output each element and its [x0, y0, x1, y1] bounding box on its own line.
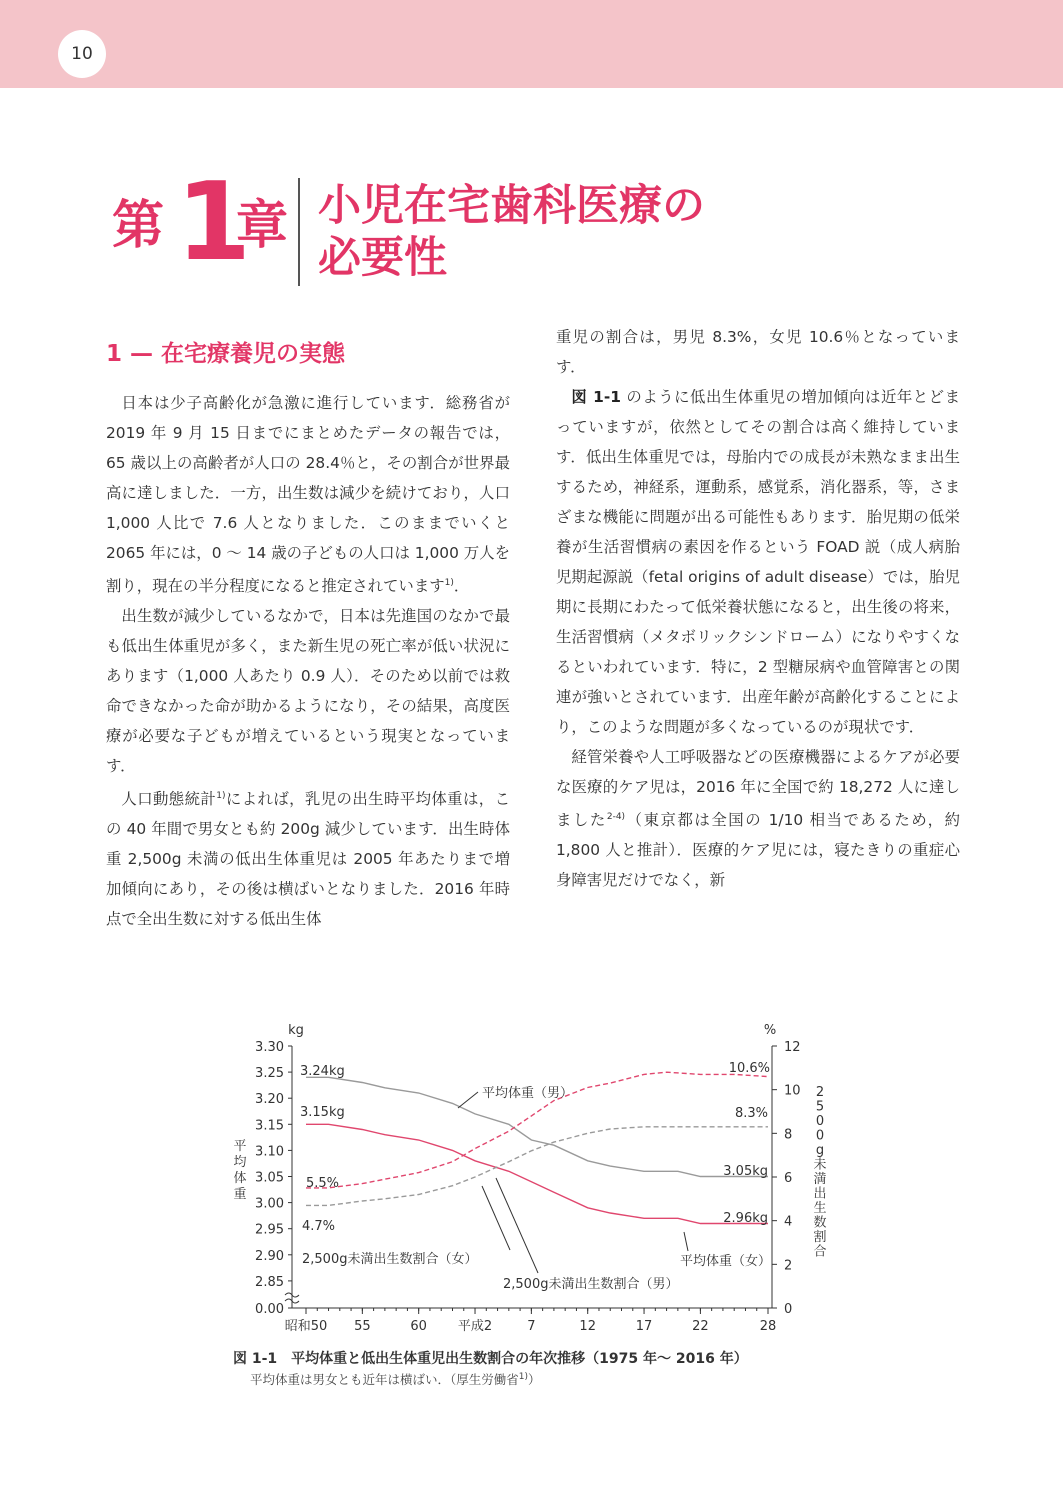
figure-reference: 図 1-1 — [571, 388, 621, 406]
annotation-value: 8.3% — [734, 1106, 768, 1121]
x-tick-label: 17 — [635, 1319, 653, 1334]
right-tick-label: 4 — [784, 1214, 793, 1230]
left-tick-label: 2.85 — [255, 1274, 284, 1290]
left-tick-label: 3.20 — [255, 1092, 284, 1108]
right-axis-label-char: 生 — [813, 1201, 827, 1216]
right-axis-unit: % — [763, 1023, 777, 1038]
left-axis-label-char: 均 — [233, 1155, 247, 1170]
x-tick-label: 28 — [759, 1319, 777, 1334]
left-axis-label-char: 平 — [233, 1139, 247, 1154]
right-tick-label: 12 — [784, 1040, 801, 1055]
annotation-value: 3.15kg — [300, 1105, 345, 1120]
left-tick-label: 3.10 — [255, 1144, 284, 1160]
annotation-value: 3.24kg — [300, 1064, 345, 1079]
chapter-title-line2: 必要性 — [318, 233, 447, 283]
right-axis-label-char: 0 — [815, 1114, 825, 1129]
x-tick-label: 昭和50 — [284, 1319, 328, 1334]
right-axis-label-char: 合 — [813, 1244, 827, 1260]
left-axis-label-char: 体 — [233, 1171, 247, 1186]
right-axis-label-char: 満 — [813, 1172, 827, 1187]
right-tick-label: 8 — [784, 1127, 793, 1143]
chapter-divider — [298, 178, 300, 286]
annotation-value: 4.7% — [302, 1219, 336, 1234]
right-paragraph-1: 重児の割合は，男児 8.3%，女児 10.6％となっています． — [556, 328, 960, 376]
left-axis-label-char: 重 — [233, 1187, 247, 1202]
right-tick-label: 0 — [784, 1302, 793, 1317]
left-tick-label: 0.00 — [255, 1302, 284, 1317]
series-label-leader — [482, 1186, 510, 1250]
figure-chart — [220, 1018, 840, 1348]
left-tick-label: 2.95 — [255, 1222, 284, 1238]
left-axis-unit: kg — [288, 1023, 304, 1038]
right-axis-label-char: 数 — [813, 1215, 827, 1231]
x-tick-label: 7 — [527, 1319, 536, 1334]
annotation-value: 2.96kg — [723, 1211, 768, 1226]
figure-note: 平均体重は男女とも近年は横ばい．（厚生労働省$^{1)}$） — [250, 1371, 541, 1387]
series-line-3 — [306, 1127, 768, 1206]
right-tick-label: 10 — [784, 1083, 801, 1099]
left-tick-label: 3.00 — [255, 1196, 284, 1212]
right-column — [556, 322, 960, 895]
chapter-prefix: 第 — [112, 196, 165, 256]
right-axis-label-char: 未 — [813, 1157, 827, 1173]
section-heading: 1 — 在宅療養児の実態 — [106, 341, 346, 367]
right-axis-label-char: 2 — [815, 1085, 825, 1100]
series-label: 2,500g未満出生数割合（男） — [503, 1277, 679, 1292]
series-label: 2,500g未満出生数割合（女） — [302, 1252, 478, 1267]
x-tick-label: 60 — [410, 1319, 427, 1334]
left-tick-label: 3.05 — [255, 1170, 284, 1186]
series-label-leader — [684, 1232, 688, 1251]
x-tick-label: 12 — [579, 1319, 596, 1334]
chapter-title — [318, 180, 978, 284]
left-paragraph-2: 出生数が減少しているなかで，日本は先進国のなかで最も低出生体重児が多く，また新生児の死亡率が低い状況にあります（1,000 人あたり 0.9 人）．そのため以前では救命できなかった命が助かるようになり，その結果，高度医療が必要な子どもが増えているという現実となっています． — [106, 607, 510, 776]
right-tick-label: 6 — [784, 1171, 793, 1186]
right-axis-label-char: g — [815, 1143, 825, 1158]
header-band — [0, 0, 1063, 88]
left-tick-label: 2.90 — [255, 1248, 284, 1264]
right-tick-label: 2 — [784, 1258, 793, 1274]
x-tick-label: 平成2 — [457, 1319, 493, 1334]
left-paragraph-1: 日本は少子高齢化が急激に進行しています．総務省が 2019 年 9 月 15 日までにまとめたデータの報告では，65 歳以上の高齢者が人口の 28.4％と，その割合が世界最高に達しました．一方，出生数は減少を続けており，人口 1,000 人比で 7.6 人となりました．このままでいくと 2065 年には，0 ～ 14 歳の子どもの人口は 1,000 万人を割り，現在の半分程度になると推定されています$^{1)}$． — [106, 394, 510, 596]
annotation-value: 3.05kg — [723, 1164, 768, 1179]
annotation-value: 10.6% — [728, 1061, 770, 1076]
right-axis-label-char: 0 — [815, 1128, 825, 1144]
series-label-leader — [496, 1178, 538, 1273]
x-tick-label: 55 — [354, 1319, 371, 1334]
series-label: 平均体重（女） — [680, 1254, 772, 1269]
right-axis-label-char: 5 — [815, 1099, 825, 1115]
series-label-leader — [458, 1092, 478, 1108]
chapter-title-line1: 小児在宅歯科医療の — [318, 181, 705, 231]
figure-caption: 図 1-1 平均体重と低出生体重児出生数割合の年次推移（1975 年～ 2016 年） — [233, 1351, 748, 1367]
series-label: 平均体重（男） — [482, 1086, 574, 1101]
left-paragraph-3: 人口動態統計$^{1)}$によれば，乳児の出生時平均体重は，この 40 年間で男女とも約 200g 減少しています．出生時体重 2,500g 未満の低出生体重児は 2005 年あたりまで増加傾向にあり，その後は横ばいとなりました．2016 年時点で全出生数に対する低出生体 — [106, 790, 510, 929]
left-tick-label: 3.30 — [255, 1040, 284, 1055]
chapter-number: 1 — [176, 160, 252, 285]
chapter-suffix: 章 — [236, 196, 289, 256]
left-tick-label: 3.25 — [255, 1066, 284, 1082]
left-column — [106, 332, 510, 934]
annotation-value: 5.5% — [306, 1176, 340, 1191]
right-axis-label-char: 出 — [813, 1186, 827, 1202]
right-paragraph-3: 経管栄養や人工呼吸器などの医療機器によるケアが必要な医療的ケア児は，2016 年に全国で約 18,272 人に達しました$^{2-4)}$（東京都は全国の 1/10 相当であるため，約 1,800 人と推計）．医療的ケア児には，寝たきりの重症心身障害児だけでなく，新 — [556, 748, 960, 890]
right-axis-label-char: 割 — [813, 1230, 827, 1245]
page-number: 10 — [58, 30, 106, 78]
x-tick-label: 22 — [692, 1319, 709, 1334]
series-line-1 — [306, 1124, 768, 1223]
right-paragraph-2: 図 1-1 のように低出生体重児の増加傾向は近年とどまっていますが，依然としてその割合は高く維持しています．低出生体重児では，母胎内での成長が未熟なまま出生するため，神経系，運動系，感覚系，消化器系，等，さまざまな機能に問題が出る可能性もあります．胎児期の低栄養が生活習慣病の素因を作るという FOAD 説（成人病胎児期起源説（fetal origins of adult disease）では，胎児期に長期にわたって低栄養状態になると，出生後の将来，生活習慣病（メタボリックシンドローム）になりやすくなるといわれています．特に，2 型糖尿病や血管障害との関連が強いとされています．出産年齢が高齢化することにより，このような問題が多くなっているのが現状です． — [556, 388, 960, 736]
left-tick-label: 3.15 — [255, 1118, 284, 1134]
